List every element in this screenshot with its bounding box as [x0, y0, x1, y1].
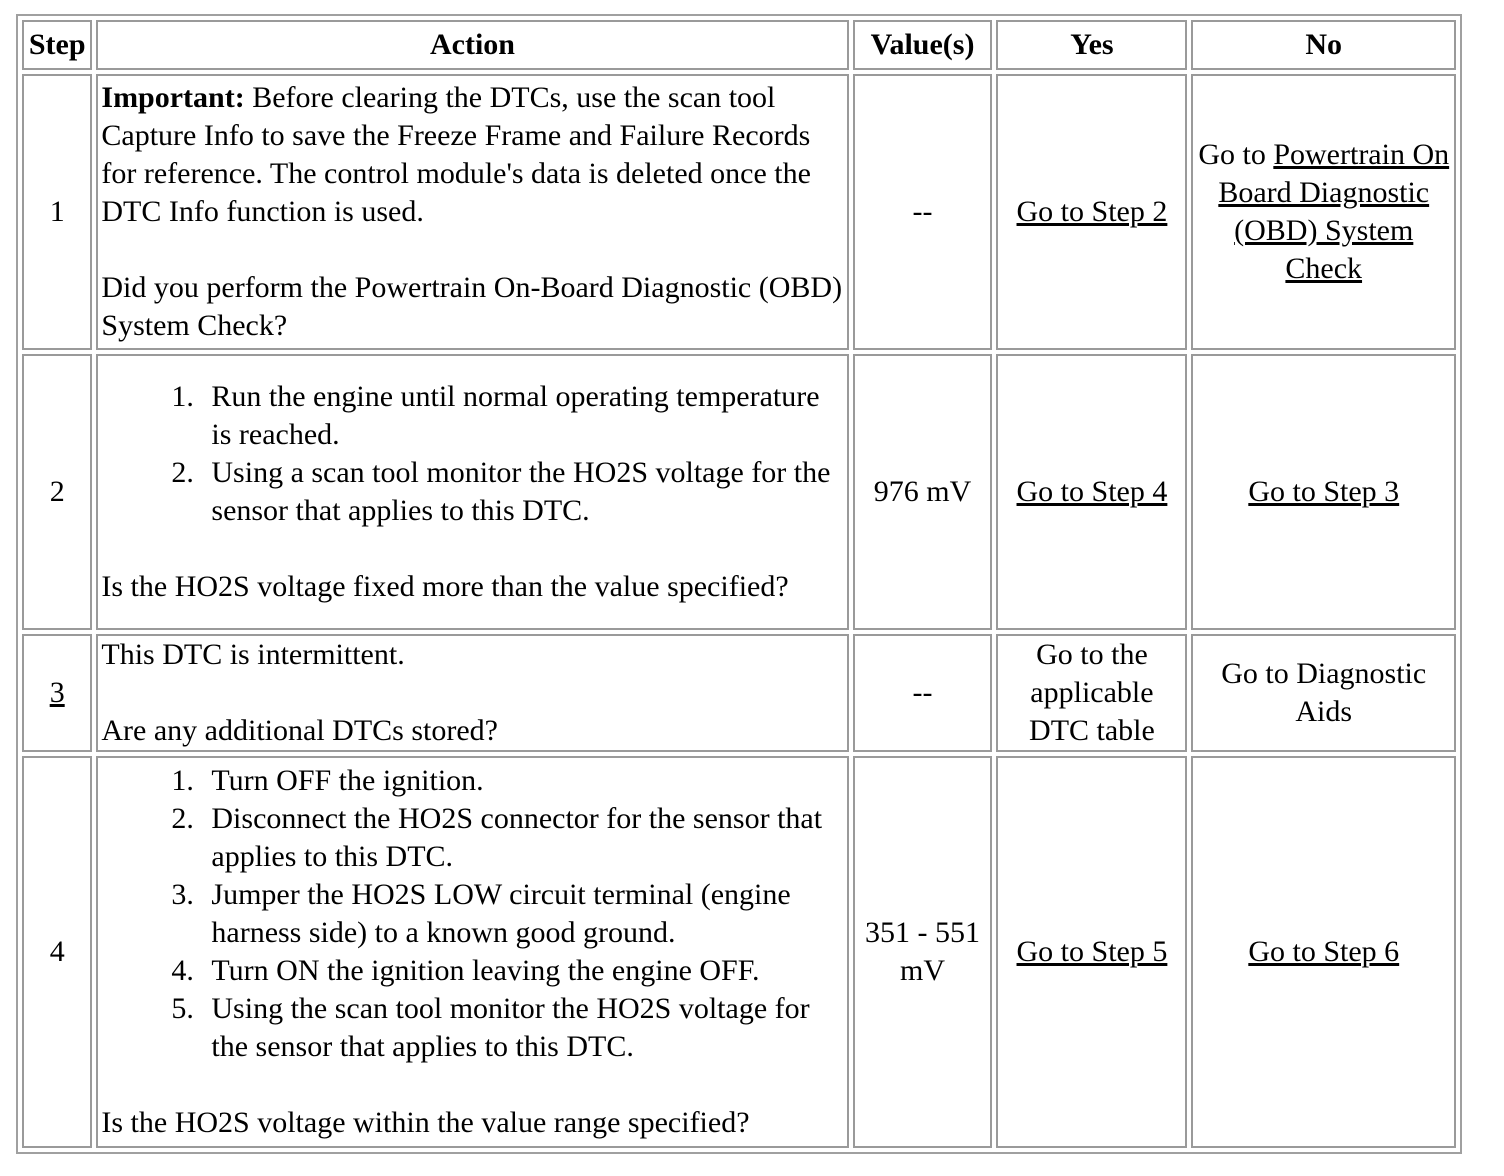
- list-item: 3. Jumper the HO2S LOW circuit terminal (engine harness side) to a known good ground.: [201, 876, 843, 952]
- action-cell: [96, 74, 848, 350]
- no-link[interactable]: Go to Step 6: [1248, 935, 1400, 968]
- table-row: [22, 74, 1456, 350]
- important-label: Important:: [101, 81, 245, 114]
- diagnostic-table-container: [16, 14, 1462, 1154]
- value-cell: --: [853, 74, 993, 350]
- action-question: Is the HO2S voltage within the value range specified?: [101, 1106, 750, 1139]
- no-link[interactable]: Go to Step 3: [1248, 475, 1400, 508]
- value-cell: --: [853, 634, 993, 752]
- table-row: [22, 634, 1456, 752]
- list-item: 2. Disconnect the HO2S connector for the sensor that applies to this DTC.: [201, 800, 843, 876]
- yes-cell: Go to the applicable DTC table: [996, 634, 1187, 752]
- header-action: Action: [96, 20, 848, 70]
- action-steps-list: [101, 378, 843, 530]
- important-text: Before clearing the DTCs, use the scan tool Capture Info to save the Freeze Frame and Failure Records for reference. The control module's data is deleted once the DTC Info function is used.: [101, 81, 811, 228]
- action-text: This DTC is intermittent.: [101, 638, 405, 671]
- header-values: Value(s): [853, 20, 993, 70]
- no-prefix: Go to: [1198, 138, 1274, 171]
- step-number-cell: [22, 634, 92, 752]
- yes-link[interactable]: Go to Step 2: [1016, 195, 1168, 228]
- header-no: No: [1191, 20, 1456, 70]
- yes-link[interactable]: Go to Step 4: [1016, 475, 1168, 508]
- yes-link[interactable]: Go to Step 5: [1016, 935, 1168, 968]
- step-number: 2: [22, 354, 92, 630]
- value-cell: 976 mV: [853, 354, 993, 630]
- action-steps-list: [101, 762, 843, 1066]
- important-note: [101, 79, 843, 231]
- action-question: Are any additional DTCs stored?: [101, 714, 498, 747]
- header-yes: Yes: [996, 20, 1187, 70]
- step-number: 1: [22, 74, 92, 350]
- yes-cell: [996, 354, 1187, 630]
- action-question: Is the HO2S voltage fixed more than the value specified?: [101, 570, 789, 603]
- diagnostic-table: [16, 14, 1462, 1154]
- no-cell: [1191, 74, 1456, 350]
- action-cell: [96, 756, 848, 1148]
- action-question: Did you perform the Powertrain On-Board Diagnostic (OBD) System Check?: [101, 271, 843, 342]
- list-item: 5. Using the scan tool monitor the HO2S voltage for the sensor that applies to this DTC.: [201, 990, 843, 1066]
- action-cell: [96, 634, 848, 752]
- list-item: 4. Turn ON the ignition leaving the engine OFF.: [201, 952, 843, 990]
- table-row: [22, 756, 1456, 1148]
- header-row: [22, 20, 1456, 70]
- list-item: 1. Run the engine until normal operating temperature is reached.: [201, 378, 843, 454]
- step-3-link[interactable]: 3: [49, 676, 65, 709]
- yes-cell: [996, 74, 1187, 350]
- table-row: [22, 354, 1456, 630]
- action-cell: [96, 354, 848, 630]
- header-step: Step: [22, 20, 92, 70]
- value-cell: 351 - 551 mV: [853, 756, 993, 1148]
- step-number: 4: [22, 756, 92, 1148]
- list-item: 2. Using a scan tool monitor the HO2S voltage for the sensor that applies to this DTC.: [201, 454, 843, 530]
- no-cell: Go to Diagnostic Aids: [1191, 634, 1456, 752]
- list-item: 1. Turn OFF the ignition.: [201, 762, 843, 800]
- no-cell: [1191, 354, 1456, 630]
- yes-cell: [996, 756, 1187, 1148]
- no-link[interactable]: Powertrain On Board Diagnostic (OBD) System Check: [1218, 138, 1450, 285]
- no-cell: [1191, 756, 1456, 1148]
